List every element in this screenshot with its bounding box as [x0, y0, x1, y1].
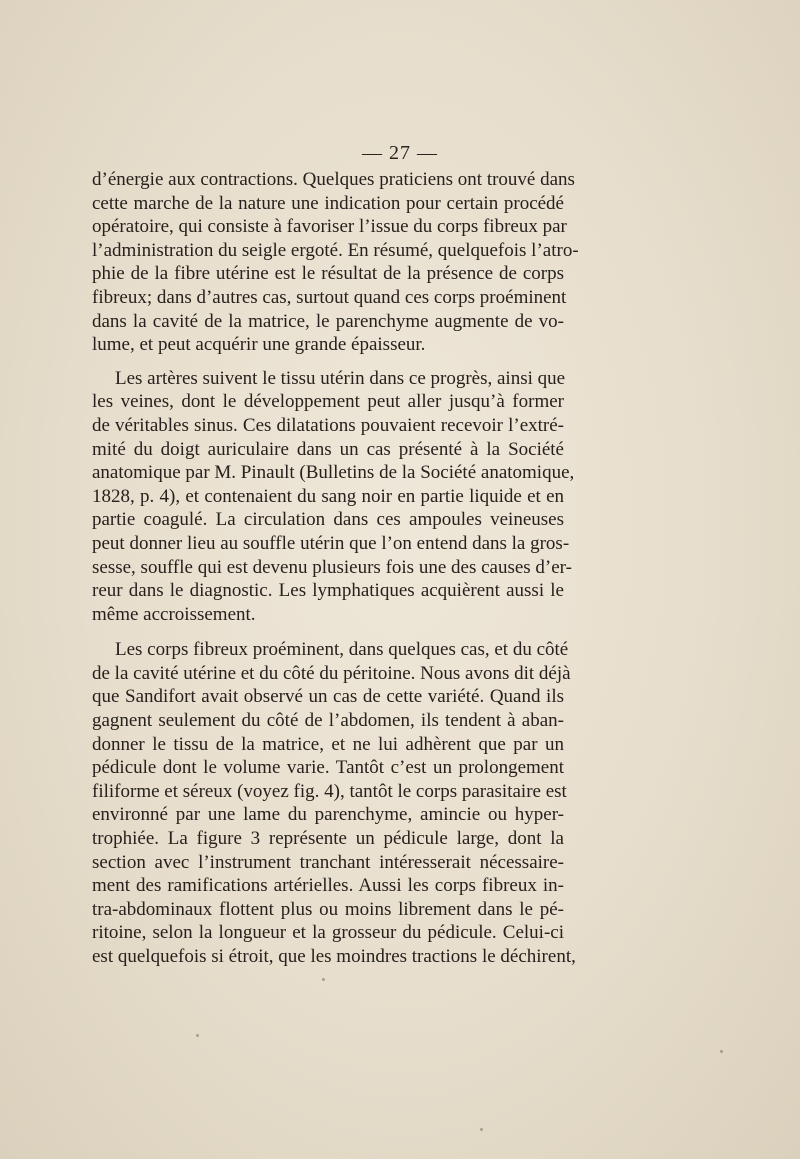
text-line: même accroissement. — [92, 603, 256, 625]
text-line: est quelquefois si étroit, que les moindres tractions le déchirent, — [92, 946, 576, 967]
text-line: tra-abdominaux flottent plus ou moins librement dans le pé- — [92, 898, 564, 920]
body-text — [92, 168, 579, 969]
text-line: trophiée. La figure 3 représente un pédicule large, dont la — [92, 828, 564, 850]
paper-speck — [720, 1050, 723, 1053]
text-line: Les corps fibreux proéminent, dans quelques cas, et du côté — [115, 639, 569, 661]
text-line: filiforme et séreux (voyez fig. 4), tantôt le corps parasitaire est — [92, 780, 567, 802]
text-line: mité du doigt auriculaire dans un cas présenté à la Société — [92, 438, 564, 460]
paragraph — [92, 638, 576, 968]
text-line: anatomique par M. Pinault (Bulletins de la Société anatomique, — [92, 462, 575, 484]
text-line: sesse, souffle qui est devenu plusieurs fois une des causes d’er- — [92, 556, 572, 578]
text-line: section avec l’instrument tranchant intéresserait nécessaire- — [92, 851, 564, 873]
page-number: — 27 — — [362, 142, 438, 164]
paper-speck — [196, 1034, 199, 1037]
text-line: opératoire, qui consiste à favoriser l’issue du corps fibreux par — [92, 216, 567, 238]
paper-speck — [480, 1128, 483, 1131]
text-line: reur dans le diagnostic. Les lymphatiques acquièrent aussi le — [92, 580, 564, 602]
text-line: environné par une lame du parenchyme, amincie ou hyper- — [92, 804, 564, 826]
text-line: Les artères suivent le tissu utérin dans ce progrès, ainsi que — [115, 367, 566, 389]
paragraph — [92, 367, 575, 627]
text-line: cette marche de la nature une indication pour certain procédé — [92, 192, 564, 214]
text-line: ment des ramifications artérielles. Aussi les corps fibreux in- — [92, 875, 564, 897]
text-line: dans la cavité de la matrice, le parenchyme augmente de vo- — [92, 310, 564, 332]
text-line: phie de la fibre utérine est le résultat de la présence de corps — [92, 263, 564, 285]
paper-speck — [322, 978, 325, 981]
text-line: l’administration du seigle ergoté. En résumé, quelquefois l’atro- — [92, 239, 579, 261]
text-line: peut donner lieu au souffle utérin que l’on entend dans la gros- — [92, 532, 570, 554]
text-line: pédicule dont le volume varie. Tantôt c’est un prolongement — [92, 757, 564, 779]
text-line: ritoine, selon la longueur et la grosseur du pédicule. Celui-ci — [92, 922, 564, 944]
text-line: les veines, dont le développement peut aller jusqu’à former — [92, 391, 564, 413]
text-line: de véritables sinus. Ces dilatations pouvaient recevoir l’extré- — [92, 414, 564, 436]
text-line: de la cavité utérine et du côté du péritoine. Nous avons dit déjà — [92, 662, 571, 684]
text-line: lume, et peut acquérir une grande épaisseur. — [92, 334, 426, 356]
text-line: partie coagulé. La circulation dans ces ampoules veineuses — [92, 509, 564, 531]
text-line: donner le tissu de la matrice, et ne lui adhèrent que par un — [92, 733, 564, 755]
text-line: que Sandifort avait observé un cas de cette variété. Quand ils — [92, 686, 564, 708]
text-line: fibreux; dans d’autres cas, surtout quand ces corps proéminent — [92, 286, 567, 308]
text-line: 1828, p. 4), et contenaient du sang noir en partie liquide et en — [92, 485, 564, 507]
text-line: d’énergie aux contractions. Quelques praticiens ont trouvé dans — [92, 169, 575, 190]
text-line: gagnent seulement du côté de l’abdomen, ils tendent à aban- — [92, 710, 564, 732]
paragraph — [92, 168, 579, 357]
